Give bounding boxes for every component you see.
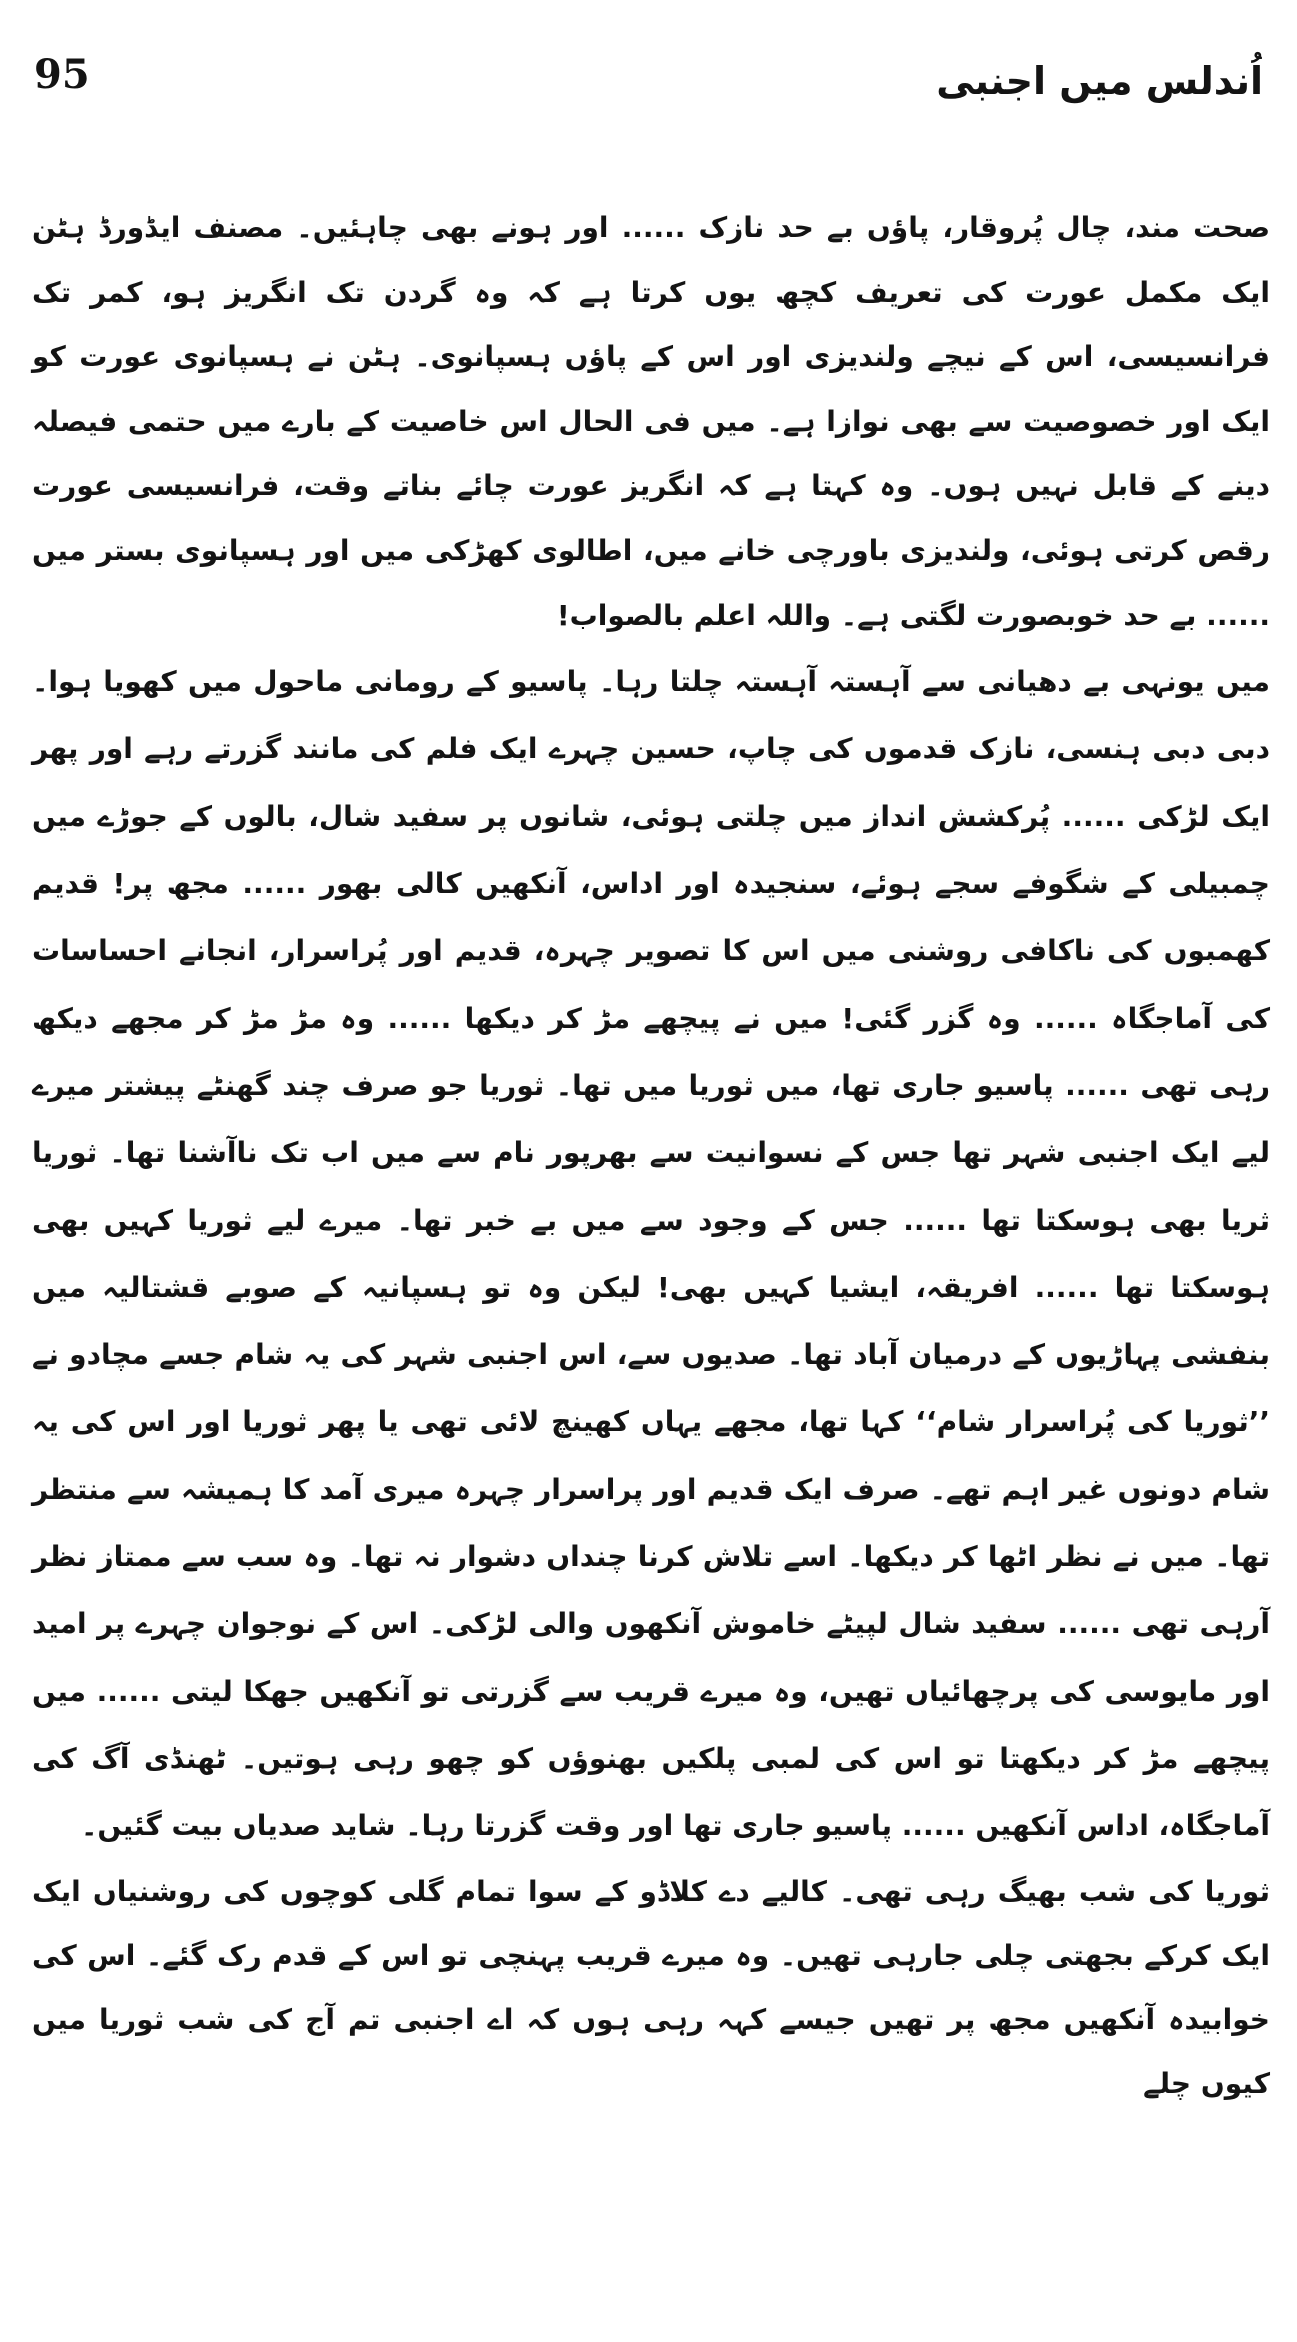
paragraph-1: صحت مند، چال پُروقار، پاؤں بے حد نازک ...... اور ہونے بھی چاہئیں۔ مصنف ایڈورڈ ہٹن ایک مکمل عورت کی تعریف کچھ یوں کرتا ہے کہ وہ گردن تک انگریز ہو، کمر تک فرانسیسی، اس کے نیچے ولندیزی اور اس کے پاؤں ہسپانوی۔ ہٹن نے ہسپانوی عورت کو ایک اور خصوصیت سے بھی نوازا ہے۔ میں فی الحال اس خاصیت کے بارے میں حتمی فیصلہ دینے کے قابل نہیں ہوں۔ وہ کہتا ہے کہ انگریز عورت چائے بناتے وقت، فرانسیسی عورت رقص کرتی ہوئی، ولندیزی باورچی خانے میں، اطالوی کھڑکی میں اور ہسپانوی بستر میں ...... بے حد خوبصورت لگتی ہے۔ واللہ اعلم بالصواب! <box>32 211 1270 632</box>
paragraph-3: ثوریا کی شب بھیگ رہی تھی۔ کالیے دے کلاڈو کے سوا تمام گلی کوچوں کی روشنیاں ایک ایک کرکے بجھتی چلی جارہی تھیں۔ وہ میرے قریب پہنچی تو اس کے قدم رک گئے۔ اس کی خوابیدہ آنکھیں مجھ پر تھیں جیسے کہہ رہی ہوں کہ اے اجنبی تم آج کی شب ثوریا میں کیوں چلے <box>32 1874 1270 2100</box>
paragraph-2: میں یونہی بے دھیانی سے آہستہ آہستہ چلتا رہا۔ پاسیو کے رومانی ماحول میں کھویا ہوا۔ دبی دبی ہنسی، نازک قدموں کی چاپ، حسین چہرے ایک فلم کی مانند گزرتے رہے اور پھر ایک لڑکی ...... پُرکشش انداز میں چلتی ہوئی، شانوں پر سفید شال، بالوں کے جوڑے میں چمبیلی کے شگوفے سجے ہوئے، سنجیدہ اور اداس، آنکھیں کالی بھور ...... مجھ پر! قدیم کھمبوں کی ناکافی روشنی میں اس کا تصویر چہرہ، قدیم اور پُراسرار، انجانے احساسات کی آماجگاہ ...... وہ گزر گئی! میں نے پیچھے مڑ کر دیکھا ...... وہ مڑ مڑ کر مجھے دیکھ رہی تھی ...... پاسیو جاری تھا، میں ثوریا میں تھا۔ ثوریا جو صرف چند گھنٹے پیشتر میرے لیے ایک اجنبی شہر تھا جس کے نسوانیت سے بھرپور نام سے میں اب تک ناآشنا تھا۔ ثوریا ثریا بھی ہوسکتا تھا ...... جس کے وجود سے میں بے خبر تھا۔ میرے لیے ثوریا کہیں بھی ہوسکتا تھا ...... افریقہ، ایشیا کہیں بھی! لیکن وہ تو ہسپانیہ کے صوبے قشتالیہ میں بنفشی پہاڑیوں کے درمیان آباد تھا۔ صدیوں سے، اس اجنبی شہر کی یہ شام جسے مچادو نے ’’ثوریا کی پُراسرار شام‘‘ کہا تھا، مجھے یہاں کھینچ لائی تھی یا پھر ثوریا اور اس کی یہ شام دونوں غیر اہم تھے۔ صرف ایک قدیم اور پراسرار چہرہ میری آمد کا ہمیشہ سے منتظر تھا۔ میں نے نظر اٹھا کر دیکھا۔ اسے تلاش کرنا چنداں دشوار نہ تھا۔ وہ سب سے ممتاز نظر آرہی تھی ...... سفید شال لپیٹے خاموش آنکھوں والی لڑکی۔ اس کے نوجوان چہرے پر امید اور مایوسی کی پرچھائیاں تھیں، وہ میرے قریب سے گزرتی تو آنکھیں جھکا لیتی ...... میں پیچھے مڑ کر دیکھتا تو اس کی لمبی پلکیں بھنوؤں کو چھو رہی ہوتیں۔ ٹھنڈی آگ کی آماجگاہ، اداس آنکھیں ...... پاسیو جاری تھا اور وقت گزرتا رہا۔ شاید صدیاں بیت گئیں۔ <box>32 665 1270 1843</box>
running-head: اُندلس میں اجنبی <box>936 59 1263 103</box>
body-text <box>32 196 1270 2116</box>
page-number: 95 <box>34 51 90 98</box>
